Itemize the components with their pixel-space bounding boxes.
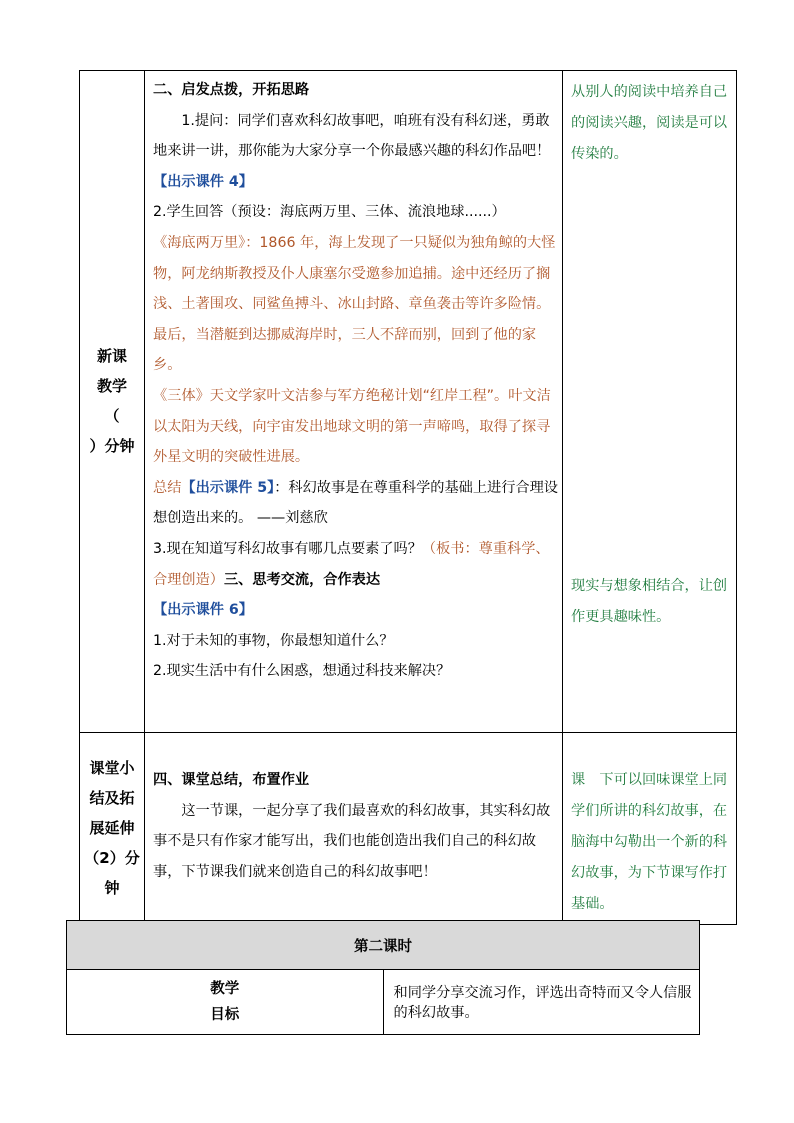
design-note: 从别人的阅读中培养自己的阅读兴趣，阅读是可以传染的。 — [571, 84, 728, 162]
design-note-cell — [563, 733, 737, 925]
table-row — [80, 733, 737, 925]
design-note: 课 下可以回味课堂上同学们所讲的科幻故事，在脑海中勾勒出一个新的科幻故事，为下节课写作打基础。 — [571, 772, 728, 912]
lesson-plan-table — [79, 70, 737, 925]
label-line: 钟 — [104, 879, 120, 897]
label-line: 结及拓 — [89, 789, 135, 807]
label-line: 新课 — [96, 347, 127, 365]
section-title: 二、启发点拨，开拓思路 — [153, 82, 310, 98]
lesson-content-cell — [145, 71, 563, 733]
summary-prefix: 总结 — [153, 479, 182, 496]
paragraph-question-3 — [153, 534, 558, 595]
paragraph-question-1 — [153, 106, 558, 198]
label-line: 教学 — [96, 377, 127, 395]
courseware-tag: 【出示课件 4】 — [153, 173, 253, 190]
label-line: 目标 — [210, 1007, 240, 1023]
lesson-content-cell — [145, 733, 563, 925]
section-title: 三、思考交流，合作表达 — [223, 571, 381, 588]
paragraph-haidi: 《海底两万里》：1866 年，海上发现了一只疑似为独角鲸的大怪物，阿龙纳斯教授及仆人康塞尔受邀参加追捕。途中还经历了搁浅、土著围攻、同鲨鱼搏斗、冰山封路、章鱼袭击等许多险情。最后，当潜艇到达挪威海岸时，三人不辞而别，回到了他的家乡。 — [153, 234, 556, 374]
objective-text: 和同学分享交流习作，评选出奇特而又令人信服的科幻故事。 — [383, 970, 700, 1035]
label-line: 课堂小 — [89, 759, 135, 777]
label-line: （ — [104, 407, 120, 425]
label-line: ）分钟 — [89, 437, 135, 455]
row-label-new-lesson — [80, 71, 145, 733]
discussion-question: 1.对于未知的事物，你最想知道什么？ — [153, 632, 394, 649]
board-note: （板书：尊重科学、合理创造） — [153, 540, 550, 588]
paragraph-summary-text: 这一节课，一起分享了我们最喜欢的科幻故事，其实科幻故事不是只有作家才能写出，我们也能创造出我们自己的科幻故事，下节课我们就来创造自己的科幻故事吧！ — [153, 802, 551, 880]
paragraph-summary — [153, 473, 558, 534]
question-text: 3.现在知道写科幻故事有哪几点要素了吗？ — [153, 540, 422, 557]
design-note-cell — [563, 71, 737, 733]
second-lesson-header: 第二课时 — [67, 921, 700, 970]
discussion-question: 2.现实生活中有什么困惑，想通过科技来解决？ — [153, 663, 451, 680]
label-line: （2）分 — [84, 849, 140, 867]
row-label-summary — [80, 733, 145, 925]
summary-text: ：科幻故事是在尊重科学的基础上进行合理设想创造出来的。 ——刘慈欣 — [153, 479, 558, 527]
section-title: 四、课堂总结，布置作业 — [153, 772, 310, 788]
second-lesson-table — [66, 920, 700, 1035]
objective-label — [67, 970, 384, 1035]
paragraph-answer: 2.学生回答（预设：海底两万里、三体、流浪地球......） — [153, 204, 506, 221]
label-line: 教学 — [210, 981, 240, 997]
courseware-tag: 【出示课件 5】 — [181, 479, 275, 496]
courseware-tag: 【出示课件 6】 — [153, 602, 253, 619]
table-row — [67, 921, 700, 970]
paragraph-text: 1.提问：同学们喜欢科幻故事吧，咱班有没有科幻迷，勇敢地来讲一讲，那你能为大家分享一个你最感兴趣的科幻作品吧！ — [153, 112, 551, 160]
design-note: 现实与想象相结合，让创作更具趣味性。 — [571, 578, 728, 625]
label-line: 展延伸 — [89, 819, 135, 837]
table-row — [67, 970, 700, 1035]
table-row — [80, 71, 737, 733]
paragraph-santi: 《三体》天文学家叶文洁参与军方绝秘计划“红岸工程”。叶文洁以太阳为天线，向宇宙发出地球文明的第一声啼鸣，取得了探寻外星文明的突破性进展。 — [153, 387, 551, 466]
